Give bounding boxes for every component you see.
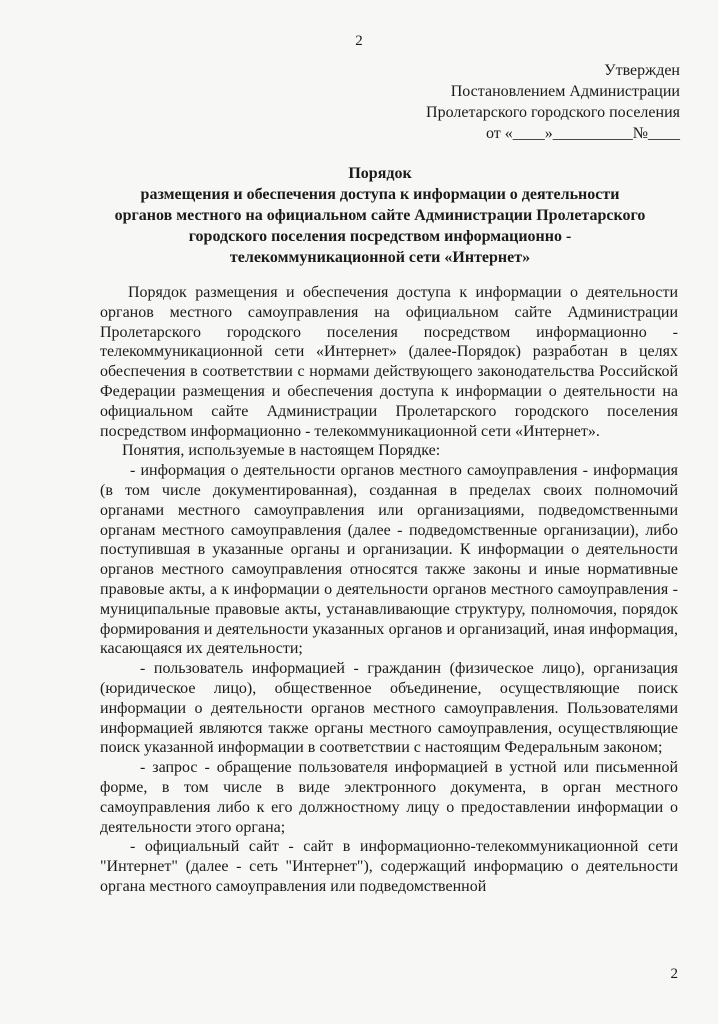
paragraph-definition-request: - запрос - обращение пользователя информацией в устной или письменной форме, в том числе в виде электронного документа, в орган местного самоуправления либо к его должностному лицу о предоставлении информации о деятельности этого органа; bbox=[100, 759, 678, 836]
title-line-2: размещения и обеспечения доступа к информации о деятельности bbox=[140, 186, 620, 203]
approval-line-date-number: от «____»__________№____ bbox=[485, 125, 680, 142]
paragraph-intro: Порядок размещения и обеспечения доступа к информации о деятельности органов местного самоуправления на официальном сайте Администрации Пролетарского городского поселения посредством информационно - телекоммуникационной сети «Интернет» (далее-Порядок) разработан в целях обеспечения в соответствии с нормами действующего законодательства Российской Федерации размещения и обеспечения доступа к информации о деятельности на официальном сайте Администрации Пролетарского городского поселения посредством информационно - телекоммуникационной сети «Интернет». bbox=[100, 284, 678, 440]
approval-stamp-block bbox=[426, 60, 680, 144]
paragraph-definitions-heading: Понятия, используемые в настоящем Порядке: bbox=[122, 442, 441, 460]
paragraph-definition-user: - пользователь информацией - гражданин (физическое лицо), организация (юридическое лицо), общественное объединение, осуществляющие поиск информации о деятельности органов местного самоуправления. Пользователями информацией являются также органы местного самоуправления, осуществляющие поиск указанной информации в соответствии с настоящим Федеральным законом; bbox=[100, 660, 678, 757]
title-line-3: органов местного на официальном сайте Администрации Пролетарского bbox=[114, 207, 646, 224]
approval-line-resolution: Постановлением Администрации bbox=[450, 83, 680, 100]
page-number-bottom: 2 bbox=[670, 966, 678, 982]
paragraph-definition-information: - информация о деятельности органов местного самоуправления - информация (в том числе документированная), созданная в пределах своих полномочий органами местного самоуправления или организациями, подведомственными органам местного самоуправления (далее - подведомственные организации), либо поступившая в указанные органы и организации. К информации о деятельности органов местного самоуправления относятся также законы и иные нормативные правовые акты, а к информации о деятельности органов местного самоуправления - муниципальные правовые акты, устанавливающие структуру, полномочия, порядок формирования и деятельности указанных органов и организаций, иная информация, касающаяся их деятельности; bbox=[100, 462, 678, 658]
title-line-1: Порядок bbox=[348, 165, 412, 182]
document-title bbox=[60, 163, 700, 268]
title-line-4: городского поселения посредством информационно - bbox=[188, 228, 572, 245]
approval-line-settlement: Пролетарского городского поселения bbox=[426, 104, 680, 121]
page-number-top: 2 bbox=[355, 33, 363, 49]
approval-line-approved: Утвержден bbox=[604, 62, 680, 79]
document-body bbox=[100, 283, 678, 897]
title-line-5: телекоммуникационной сети «Интернет» bbox=[229, 249, 531, 266]
paragraph-definition-official-site: - официальный сайт - сайт в информационно-телекоммуникационной сети "Интернет" (далее - сеть "Интернет"), содержащий информацию о деятельности органа местного самоуправления или подведомственной bbox=[100, 838, 678, 895]
